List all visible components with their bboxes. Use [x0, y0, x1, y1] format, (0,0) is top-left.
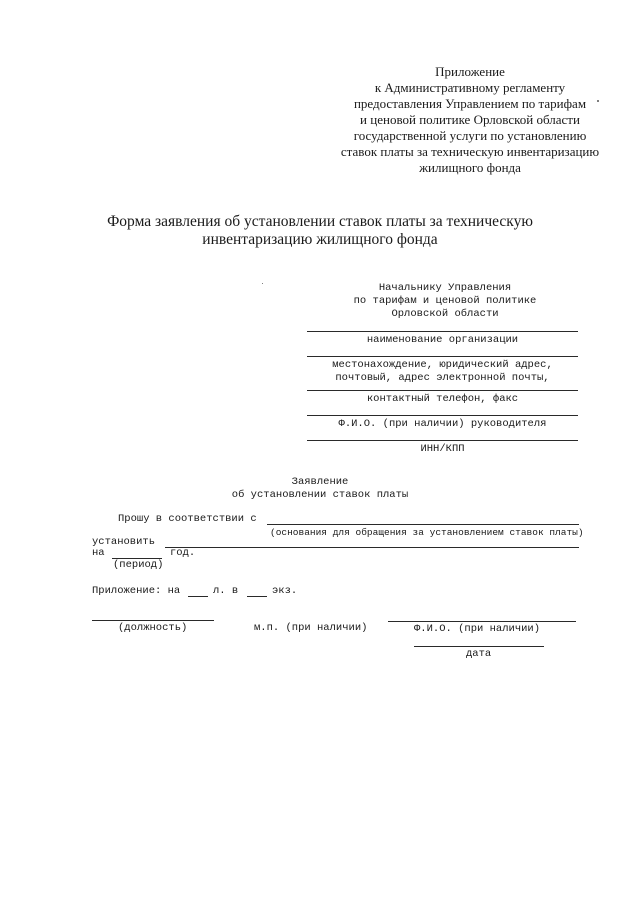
statement-heading-block [200, 476, 440, 502]
phone-line [307, 390, 578, 391]
director-caption: Ф.И.О. (при наличии) руководителя [338, 418, 547, 430]
form-title-line-1: Форма заявления об установлении ставок платы за техническую [107, 213, 533, 230]
scan-speck [597, 100, 599, 102]
annex-block [330, 64, 610, 176]
date-line [414, 646, 544, 647]
full-name-line [388, 621, 576, 622]
annex-line: и ценовой политике Орловской области [360, 112, 580, 127]
on-label: на [92, 547, 105, 559]
attachment-copies: экз. [272, 585, 298, 597]
annex-line: ставок платы за техническую инвентаризацию [340, 144, 600, 159]
position-line [92, 620, 214, 621]
attachment-prefix: Приложение: на [92, 585, 181, 597]
annex-line: Приложение [435, 64, 505, 79]
full-name-caption: Ф.И.О. (при наличии) [414, 623, 541, 635]
addressee-line-3: Орловской области [391, 308, 499, 320]
addressee-line-2: по тарифам и ценовой политике [353, 295, 537, 307]
year-label: год. [170, 547, 196, 559]
copies-count-line [247, 596, 267, 597]
address-caption [307, 359, 578, 385]
annex-line: к Административному регламенту [374, 80, 566, 95]
annex-line: государственной услуги по установлению [353, 128, 587, 143]
annex-line: предоставления Управлением по тарифам [353, 96, 587, 111]
form-title-line-2: инвентаризацию жилищного фонда [202, 231, 438, 248]
address-caption-1: местонахождение, юридический адрес, [332, 359, 553, 371]
attachment-sheets: л. в [213, 585, 239, 597]
inn-caption: ИНН/КПП [420, 443, 465, 455]
basis-hint: (основания для обращения за установлением ставок платы) [270, 527, 584, 538]
scan-speck [262, 283, 263, 284]
request-prefix: Прошу в соответствии с [118, 513, 257, 525]
establish-line [165, 547, 579, 548]
inn-line [307, 440, 578, 441]
org-name-line [307, 331, 578, 332]
address-line [307, 356, 578, 357]
phone-caption: контактный телефон, факс [366, 393, 519, 405]
sheets-count-line [188, 596, 208, 597]
org-name-caption: наименование организации [366, 334, 519, 346]
seal-caption: м.п. (при наличии) [254, 622, 368, 634]
establish-label: установить [92, 536, 156, 548]
statement-subheading: об установлении ставок платы [231, 489, 409, 501]
addressee-block [300, 282, 590, 321]
addressee-line-1: Начальнику Управления [378, 282, 512, 294]
form-title [80, 213, 560, 249]
date-caption: дата [466, 648, 492, 660]
basis-line [267, 524, 579, 525]
address-caption-2: почтовый, адрес электронной почты, [335, 372, 550, 384]
annex-line: жилищного фонда [419, 160, 521, 175]
position-caption: (должность) [118, 622, 188, 634]
period-hint: (период) [113, 559, 164, 571]
director-line [307, 415, 578, 416]
statement-heading: Заявление [291, 476, 349, 488]
